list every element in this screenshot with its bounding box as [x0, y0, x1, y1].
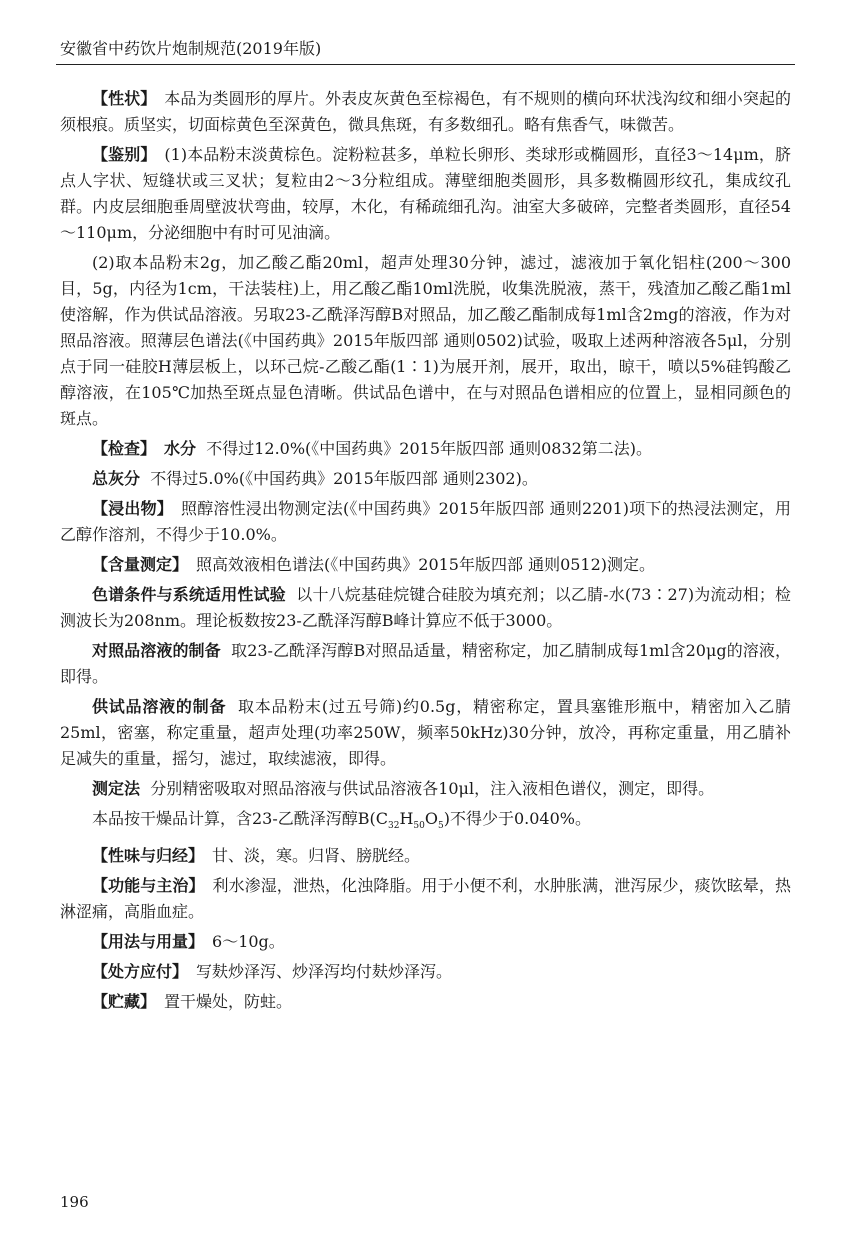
section-gongneng	[60, 873, 791, 925]
section-jianbie-2	[60, 250, 791, 432]
section-text: 不得过5.0%(《中国药典》2015年版四部 通则2302)。	[150, 469, 538, 488]
formula-element: O	[424, 809, 438, 828]
section-xingwei	[60, 843, 791, 869]
formula-element: H	[399, 809, 414, 828]
subsection-label: 对照品溶液的制备	[92, 641, 221, 660]
section-chufang	[60, 959, 791, 985]
section-text: 利水渗湿，泄热，化浊降脂。用于小便不利，水肿胀满，泄泻尿少，痰饮眩晕，热淋涩痛，高脂血症。	[60, 876, 791, 922]
section-label: 【性味与归经】	[92, 846, 205, 866]
section-text: 甘、淡，寒。归肾、膀胱经。	[212, 846, 421, 866]
section-text: (2)取本品粉末2g，加乙酸乙酯20ml，超声处理30分钟，滤过，滤液加于氧化铝柱(200～300目，5g，内径为1cm，干法装柱)上，用乙酸乙酯10ml洗脱，收集洗脱液，蒸干，残渣加乙酸乙酯1ml使溶解，作为供试品溶液。另取23-乙酰泽泻醇B对照品，加乙酸乙酯制成每1ml含2mg的溶液，作为对照品溶液。照薄层色谱法(《中国药典》2015年版四部 通则0502)试验，吸取上述两种溶液各5μl，分别点于同一硅胶H薄层板上，以环己烷-乙酸乙酯(1∶1)为展开剂，展开，取出，晾干，喷以5%硅钨酸乙醇溶液，在105℃加热至斑点显色清晰。供试品色谱中，在与对照品色谱相应的位置上，显相同颜色的斑点。	[60, 253, 791, 428]
subsection-label: 测定法	[92, 779, 141, 798]
section-label: 【处方应付】	[92, 962, 189, 982]
section-text: 照高效液相色谱法(《中国药典》2015年版四部 通则0512)测定。	[196, 555, 656, 574]
section-jinchuwu	[60, 496, 791, 548]
section-yongfa	[60, 929, 791, 955]
section-label: 【浸出物】	[92, 499, 173, 518]
section-label: 【性状】	[92, 89, 157, 108]
section-text: (1)本品粉末淡黄棕色。淀粉粒甚多，单粒长卵形、类球形或椭圆形，直径3～14μm，脐点人字状、短缝状或三叉状；复粒由2～3分粒组成。薄壁细胞类圆形，具多数椭圆形纹孔，集成纹孔群。内皮层细胞垂周壁波状弯曲，较厚，木化，有稀疏细孔沟。油室大多破碎，完整者类圆形，直径54～110μm，分泌细胞中有时可见油滴。	[60, 145, 791, 242]
section-text: 取本品粉末(过五号筛)约0.5g，精密称定，置具塞锥形瓶中，精密加入乙腈25ml，密塞，称定重量，超声处理(功率250W，频率50kHz)30分钟，放冷，再称定重量，用乙腈补足减失的重量，摇匀，滤过，取续滤液，即得。	[60, 697, 791, 768]
section-label: 【鉴别】	[92, 145, 157, 164]
section-label: 【贮藏】	[92, 992, 157, 1012]
section-text: 6～10g。	[212, 932, 285, 952]
section-text: 以十八烷基硅烷键合硅胶为填充剂；以乙腈-水(73∶27)为流动相；检测波长为208nm。理论板数按23-乙酰泽泻醇B峰计算应不低于3000。	[60, 585, 791, 630]
monograph-body	[60, 86, 791, 1019]
formula-subscript: 5	[438, 821, 444, 832]
section-text: 写麸炒泽泻、炒泽泻均付麸炒泽泻。	[196, 962, 453, 982]
page-number: 196	[60, 1193, 89, 1211]
section-label: 【功能与主治】	[92, 876, 205, 896]
section-xingzhuang	[60, 86, 791, 138]
section-jianbie	[60, 142, 791, 246]
section-duizhao	[60, 638, 791, 690]
section-text: 置干燥处，防蛀。	[164, 992, 293, 1012]
section-text: 不得过12.0%(《中国药典》2015年版四部 通则0832第二法)。	[206, 439, 653, 458]
subsection-label: 色谱条件与系统适用性试验	[92, 585, 286, 604]
section-text: 照醇溶性浸出物测定法(《中国药典》2015年版四部 通则2201)项下的热浸法测定，用乙醇作溶剂，不得少于10.0%。	[60, 499, 791, 544]
limit-text: )不得少于0.040%。	[443, 809, 591, 828]
formula-subscript: 32	[388, 821, 400, 832]
section-text: 取23-乙酰泽泻醇B对照品适量，精密称定，加乙腈制成每1ml含20μg的溶液，即得。	[60, 641, 791, 686]
section-label: 【检查】	[92, 439, 157, 458]
section-zhucang	[60, 989, 791, 1015]
section-label: 【含量测定】	[92, 555, 189, 574]
formula-subscript: 50	[413, 821, 425, 832]
section-jiancha	[60, 436, 791, 462]
subsection-label: 供试品溶液的制备	[92, 697, 227, 716]
section-text: 本品为类圆形的厚片。外表皮灰黄色至棕褐色，有不规则的横向环状浅沟纹和细小突起的须根痕。质坚实，切面棕黄色至深黄色，微具焦斑，有多数细孔。略有焦香气，味微苦。	[60, 89, 791, 134]
section-text: 分别精密吸取对照品溶液与供试品溶液各10μl，注入液相色谱仪，测定，即得。	[150, 779, 715, 798]
running-header: 安徽省中药饮片炮制规范(2019年版)	[60, 39, 322, 58]
header-rule	[56, 64, 795, 65]
limit-text: 本品按干燥品计算，含23-乙酰泽泻醇B(C	[92, 809, 389, 828]
section-hanliang	[60, 552, 791, 578]
section-sepu	[60, 582, 791, 634]
subsection-label: 水分	[164, 439, 197, 458]
section-ceding	[60, 776, 791, 802]
section-gongshi	[60, 694, 791, 772]
section-label: 【用法与用量】	[92, 932, 205, 952]
section-limit	[60, 806, 791, 839]
section-zonghuifen	[60, 466, 791, 492]
subsection-label: 总灰分	[92, 469, 141, 488]
